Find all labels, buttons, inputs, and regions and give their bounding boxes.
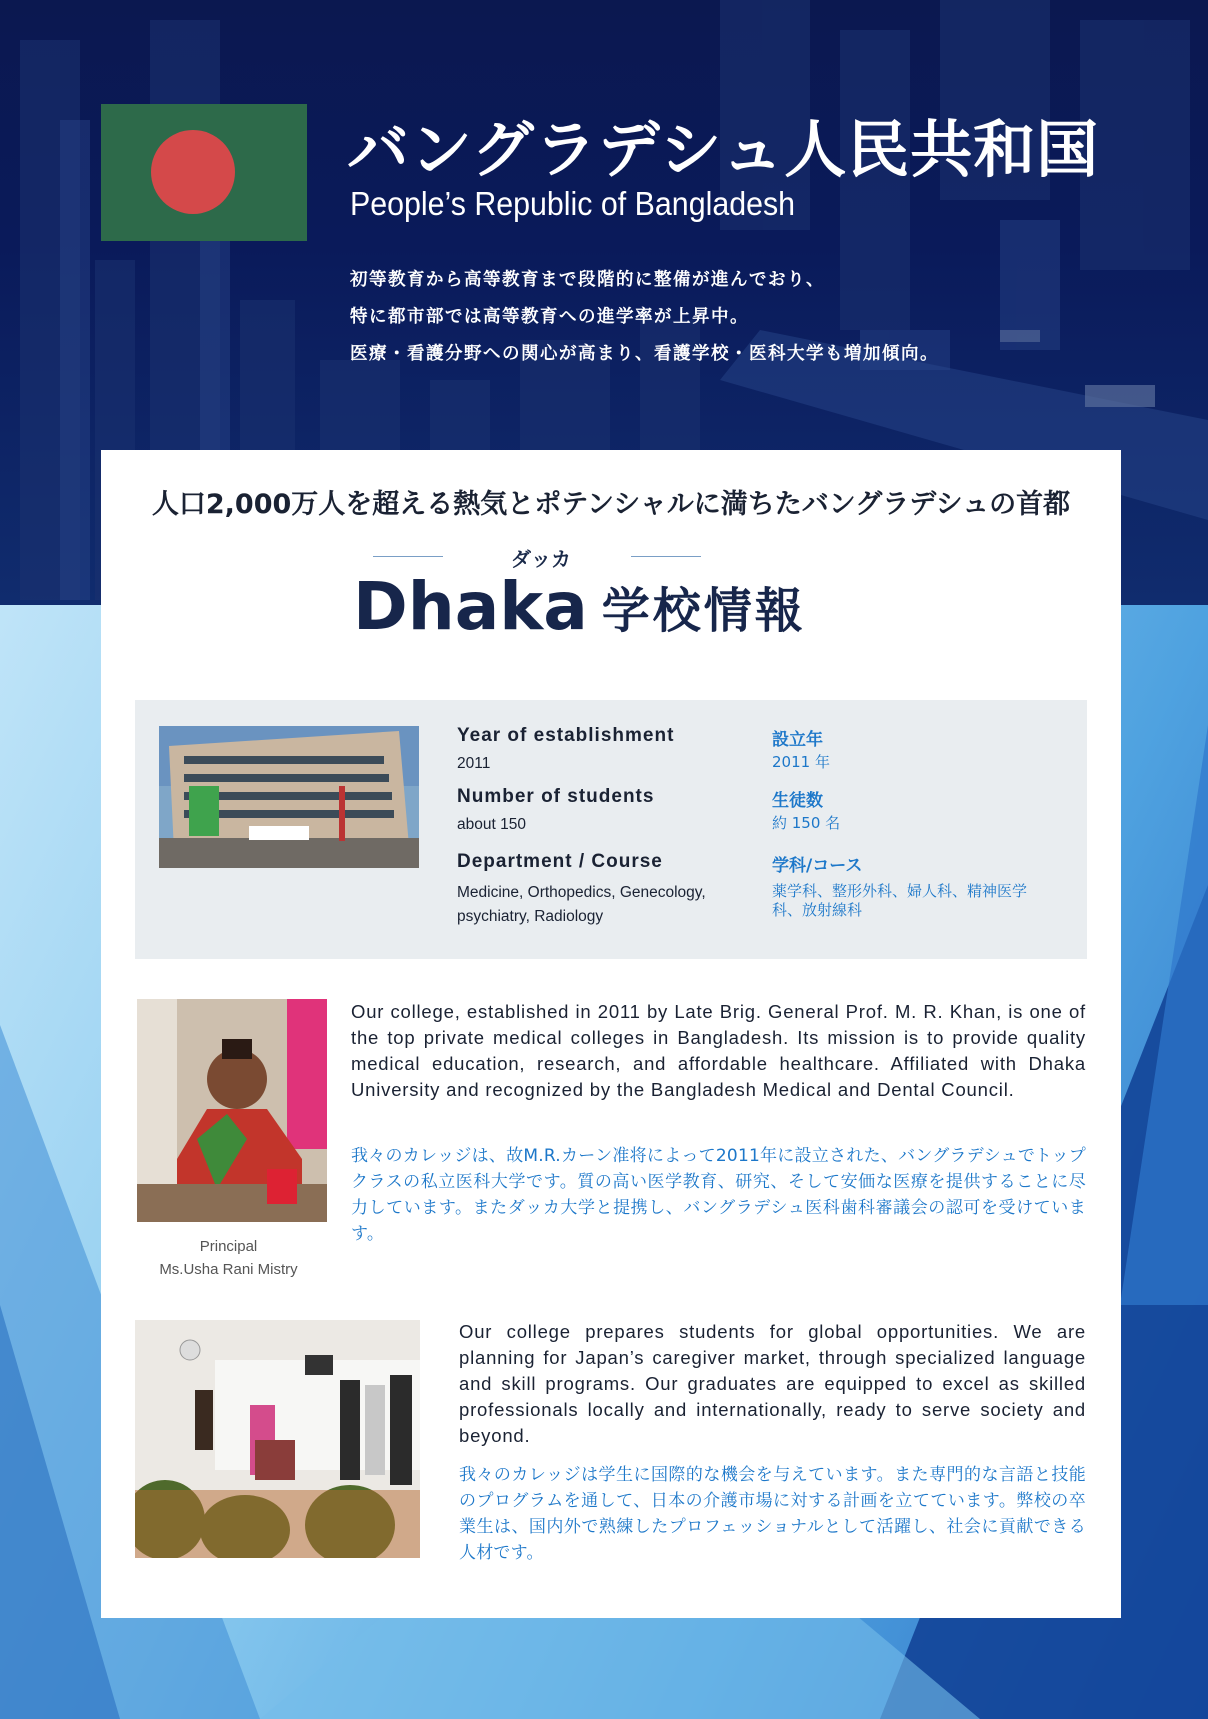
country-intro	[350, 262, 939, 373]
school-building-photo	[159, 726, 419, 868]
students-label-en: Number of students	[457, 786, 655, 807]
bangladesh-flag	[101, 104, 307, 241]
classroom-text-ja: 我々のカレッジは学生に国際的な機会を与えています。また専門的な言語と技能のプログラムを通して、日本の介護市場に対する計画を立てています。弊校の卒業生は、国内外で熟練したプロフェッショナルとして活躍し、社会に貢献できる人材です。	[459, 1465, 1086, 1563]
department-label-ja: 学科/コース	[772, 856, 863, 876]
department-value-en: Medicine, Orthopedics, Genecology, psychiatry, Radiology	[457, 884, 706, 925]
year-label-ja: 設立年	[772, 730, 823, 750]
department-value-ja: 薬学科、整形外科、婦人科、精神医学科、放射線科	[772, 882, 1028, 919]
principal-text-en: Our college, established in 2011 by Late Brig. General Prof. M. R. Khan, is one of the top private medical colleges in Bangladesh. Its mission is to provide quality medical education, research, and affordable healthcare. Affiliated with Dhaka University and recognized by the Bangladesh Medical and Dental Council.	[351, 1001, 1086, 1100]
country-title-en: People’s Republic of Bangladesh	[350, 185, 796, 222]
principal-caption	[101, 1235, 356, 1281]
country-title-ja: バングラデシュ人民共和国	[347, 113, 1100, 186]
students-value-en: about 150	[457, 816, 526, 833]
year-value-en: 2011	[457, 755, 491, 772]
principal-name: Ms.Usha Rani Mistry	[159, 1261, 298, 1278]
kana-divider-right	[631, 556, 701, 557]
city-name-en: Dhaka	[353, 568, 588, 645]
school-info-card	[101, 450, 1121, 1618]
intro-line: 特に都市部では高等教育への進学率が上昇中。	[350, 307, 749, 327]
classroom-text-en: Our college prepares students for global opportunities. We are planning for Japan’s caregiver market, through specialized language and skill programs. Our graduates are equipped to excel as skilled professionals locally and internationally, ready to serve society and beyond.	[459, 1321, 1086, 1446]
principal-role: Principal	[199, 1238, 258, 1255]
intro-line: 医療・看護分野への関心が高まり、看護学校・医科大学も増加傾向。	[350, 344, 939, 364]
city-tagline: 人口2,000万人を超える熱気とポテンシャルに満ちたバングラデシュの首都	[151, 489, 1071, 520]
students-value-ja: 約 150 名	[772, 814, 841, 832]
city-kana: ダッカ	[511, 547, 571, 571]
principal-photo	[137, 999, 327, 1222]
flag-red-disc	[151, 130, 235, 214]
city-heading-ja: 学校情報	[601, 583, 806, 639]
intro-line: 初等教育から高等教育まで段階的に整備が進んでおり、	[350, 270, 825, 290]
year-value-ja: 2011 年	[772, 753, 830, 771]
principal-text-ja: 我々のカレッジは、故M.R.カーン准将によって2011年に設立された、バングラデシュでトップクラスの私立医科大学です。質の高い医学教育、研究、そして安価な医療を提供することに尽力しています。またダッカ大学と提携し、バングラデシュ医科歯科審議会の認可を受けています。	[351, 1146, 1086, 1244]
city-heading	[353, 568, 806, 645]
school-facts-box	[135, 700, 1087, 959]
year-label-en: Year of establishment	[457, 725, 675, 746]
department-label-en: Department / Course	[457, 851, 663, 872]
students-label-ja: 生徒数	[772, 791, 823, 811]
classroom-photo	[135, 1320, 420, 1558]
